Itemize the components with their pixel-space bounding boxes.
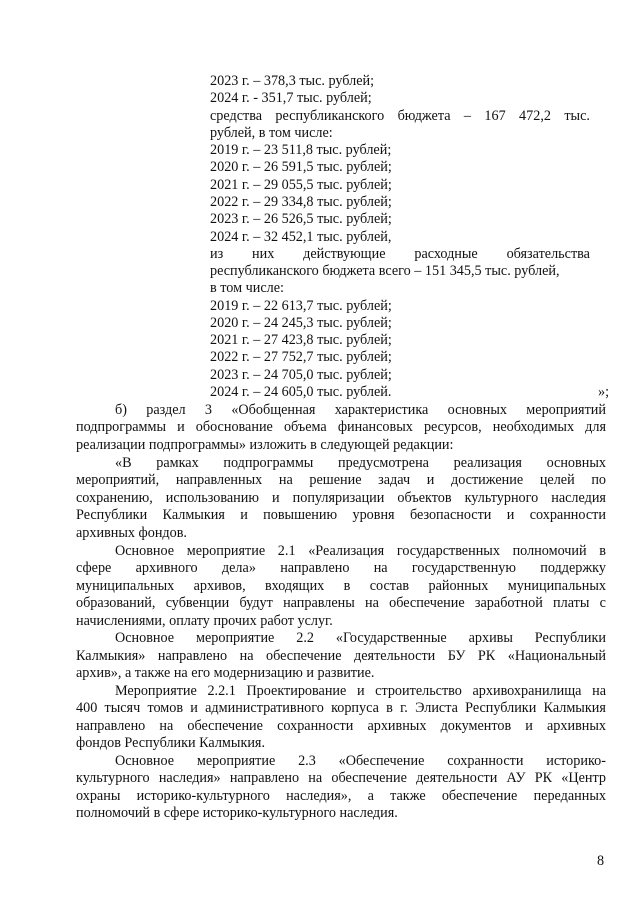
body-text-line: «В рамках подпрограммы предусмотрена реализация основных bbox=[115, 455, 606, 471]
budget-line: 2019 г. – 22 613,7 тыс. рублей; bbox=[210, 298, 392, 314]
body-text-line: Основное мероприятие 2.3 «Обеспечение сохранности историко- bbox=[115, 753, 606, 769]
budget-line: из них действующие расходные обязательства bbox=[210, 246, 590, 262]
body-text-line: б) раздел 3 «Обобщенная характеристика основных мероприятий bbox=[115, 402, 606, 418]
budget-line: 2024 г. – 32 452,1 тыс. рублей, bbox=[210, 229, 392, 245]
body-text-line: мероприятий, направленных на решение задач и достижение целей по bbox=[76, 472, 606, 488]
body-text-line: архив», а также на его модернизацию и развитие. bbox=[76, 665, 375, 681]
body-text-line: архивных фондов. bbox=[76, 525, 187, 541]
budget-line: республиканского бюджета всего – 151 345,5 тыс. рублей, bbox=[210, 263, 560, 279]
budget-line: 2023 г. – 378,3 тыс. рублей; bbox=[210, 73, 375, 89]
body-text-line: реализации подпрограммы» изложить в следующей редакции: bbox=[76, 437, 454, 453]
body-text-line: сохранению, использованию и популяризации объектов культурного наследия bbox=[76, 490, 606, 506]
budget-line: 2023 г. – 26 526,5 тыс. рублей; bbox=[210, 211, 392, 227]
budget-line: 2021 г. – 27 423,8 тыс. рублей; bbox=[210, 332, 392, 348]
body-text-line: образований, субвенции будут направлены на обеспечение заработной платы с bbox=[76, 595, 606, 611]
body-text-line: 400 тысяч томов и административного корпуса в г. Элиста Республики Калмыкия bbox=[76, 700, 606, 716]
body-text-line: подпрограммы и обоснование объема финансовых ресурсов, необходимых для bbox=[76, 419, 606, 435]
body-text-line: Основное мероприятие 2.1 «Реализация государственных полномочий в bbox=[115, 543, 606, 559]
body-text-line: охраны историко-культурного наследия», а также обеспечение переданных bbox=[76, 788, 606, 804]
body-text-line: муниципальных архивов, входящих в состав районных муниципальных bbox=[76, 578, 606, 594]
closing-quote: »; bbox=[598, 384, 610, 400]
body-text-line: сфере архивного дела» направлено на государственную поддержку bbox=[76, 560, 606, 576]
body-text-line: Республики Калмыкия и повышению уровня безопасности и сохранности bbox=[76, 507, 606, 523]
body-text-line: Мероприятие 2.2.1 Проектирование и строительство архивохранилища на bbox=[115, 683, 606, 699]
budget-line: 2022 г. – 29 334,8 тыс. рублей; bbox=[210, 194, 392, 210]
body-text-line: фондов Республики Калмыкия. bbox=[76, 735, 266, 751]
body-text-line: направлено на обеспечение сохранности архивных документов и архивных bbox=[76, 718, 606, 734]
budget-line: 2019 г. – 23 511,8 тыс. рублей; bbox=[210, 142, 392, 158]
budget-line: средства республиканского бюджета – 167 472,2 тыс. bbox=[210, 108, 590, 124]
budget-line: 2020 г. – 26 591,5 тыс. рублей; bbox=[210, 159, 392, 175]
budget-line: 2022 г. – 27 752,7 тыс. рублей; bbox=[210, 349, 392, 365]
body-text-line: Основное мероприятие 2.2 «Государственные архивы Республики bbox=[115, 630, 606, 646]
budget-line: рублей, в том числе: bbox=[210, 125, 333, 141]
budget-line: 2024 г. - 351,7 тыс. рублей; bbox=[210, 90, 372, 106]
budget-line: 2023 г. – 24 705,0 тыс. рублей; bbox=[210, 367, 392, 383]
page-number: 8 bbox=[597, 853, 605, 869]
budget-line: 2020 г. – 24 245,3 тыс. рублей; bbox=[210, 315, 392, 331]
body-text-line: начислениями, оплату прочих работ услуг. bbox=[76, 613, 333, 629]
body-text-line: полномочий в сфере историко-культурного наследия. bbox=[76, 805, 398, 821]
budget-line: 2024 г. – 24 605,0 тыс. рублей. bbox=[210, 384, 392, 400]
body-text-line: Калмыкия» направлено на обеспечение деятельности БУ РК «Национальный bbox=[76, 648, 606, 664]
body-text-line: культурного наследия» направлено на обеспечение деятельности АУ РК «Центр bbox=[76, 770, 606, 786]
budget-line: в том числе: bbox=[210, 280, 284, 296]
budget-line: 2021 г. – 29 055,5 тыс. рублей; bbox=[210, 177, 392, 193]
